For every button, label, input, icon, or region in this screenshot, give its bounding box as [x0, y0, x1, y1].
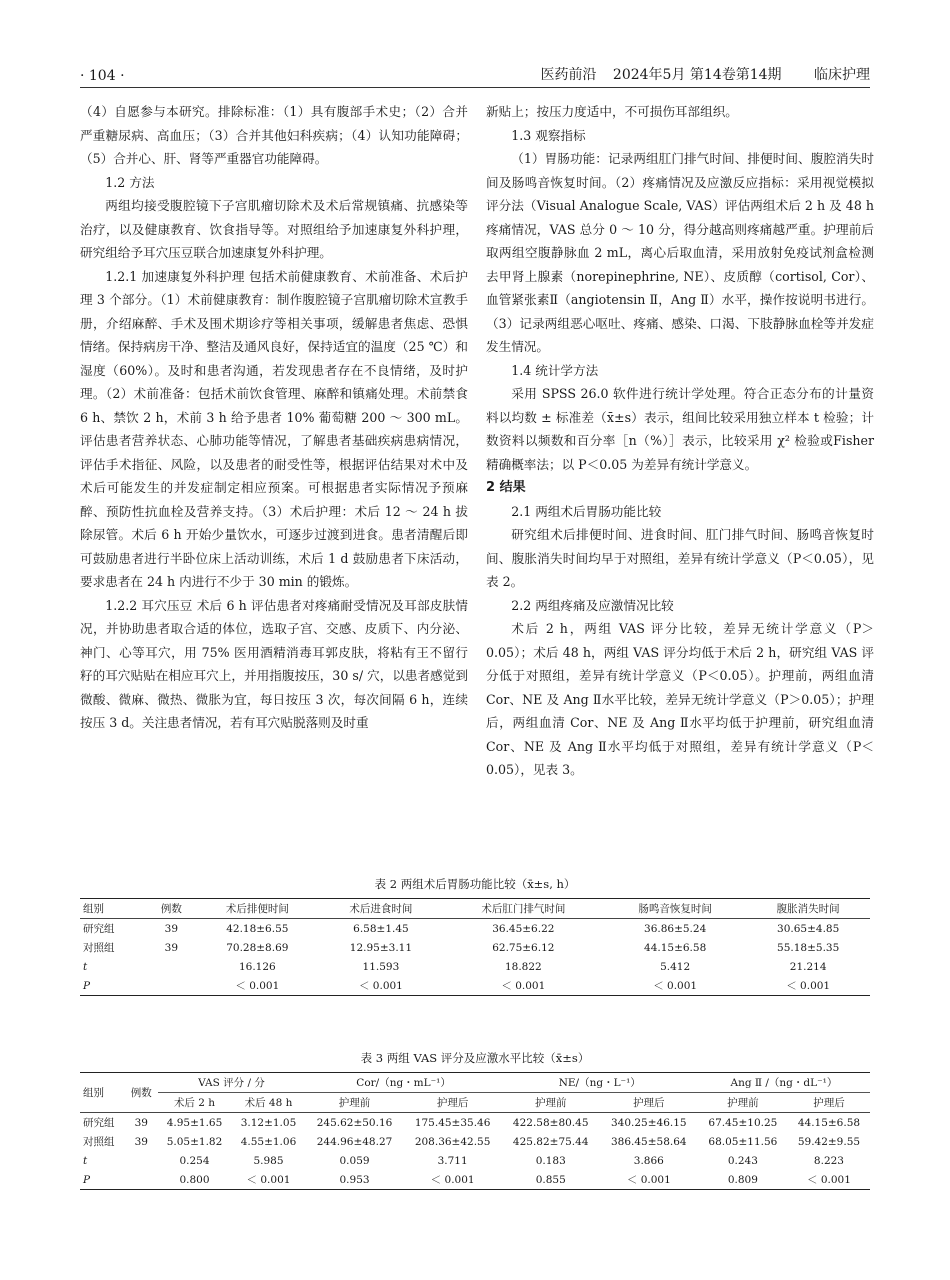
- table-cell: 5.985: [253, 1154, 284, 1167]
- table-cell: 3.866: [633, 1154, 664, 1167]
- table-cell: 3.711: [437, 1154, 468, 1167]
- table-cell: 0.855: [502, 1170, 600, 1190]
- table-header-cell: 例数: [125, 1073, 157, 1113]
- table-cell: 4.95±1.65: [166, 1116, 223, 1129]
- table-row: [80, 919, 870, 939]
- paragraph: （1）胃肠功能：记录两组肛门排气时间、排便时间、腹腔消失时间及肠鸣音恢复时间。（2）疼痛情况及应激反应指标：采用视觉模拟评分法（Visual Analogue Scale, VAS）评估两组术后 2 h 及 48 h 疼痛情况，VAS 总分 0 ～ 10 分，得分越高则疼痛越严重。护理前后取两组空腹静脉血 2 mL，离心后取血清，采用放射免疫试剂盒检测去甲肾上腺素（norepinephrine, NE）、皮质醇（cortisol, Cor）、血管紧张素Ⅱ（angiotensin Ⅱ，Ang Ⅱ）水平，操作按说明书进行。（3）记录两组恶心呕吐、疼痛、感染、口渴、下肢静脉血栓等并发症发生情况。: [486, 151, 874, 354]
- table-cell: 0.243: [727, 1154, 758, 1167]
- table-row: [80, 1113, 870, 1133]
- table-group-header: Ang Ⅱ /（ng・dL⁻¹）: [698, 1073, 870, 1093]
- page-header: [80, 60, 870, 84]
- paragraph: 术后 2 h，两组 VAS 评分比较，差异无统计学意义（P＞0.05）；术后 48 h，两组 VAS 评分均低于术后 2 h，研究组 VAS 评分低于对照组，差异有统计学意义（P＜0.05）。护理前，两组血清 Cor、NE 及 Ang Ⅱ水平比较，差异无统计学意义（P＞0.05）；护理后，两组血清 Cor、NE 及 Ang Ⅱ水平均低于护理前，研究组血清 Cor、NE 及 Ang Ⅱ水平均低于对照组，差异有统计学意义（P＜0.05），见表 3。: [486, 621, 874, 777]
- table-header-cell: 术后 48 h: [232, 1093, 306, 1113]
- table-cell: 12.95±3.11: [349, 941, 413, 954]
- table-header-cell: 组别: [80, 1073, 125, 1113]
- table-cell: 16.126: [238, 960, 276, 973]
- table-cell: 62.75±6.12: [492, 941, 555, 954]
- table-cell: 68.05±11.56: [708, 1135, 778, 1148]
- table-header-cell: 术后 2 h: [158, 1093, 232, 1113]
- table-cell: 4.55±1.06: [240, 1135, 297, 1148]
- table-row: [80, 976, 870, 996]
- table-row: [80, 1151, 870, 1170]
- table-header-cell: 护理后: [404, 1093, 502, 1113]
- section-heading: 1.4 统计学方法: [511, 362, 599, 378]
- table-group-header: NE/（ng・L⁻¹）: [502, 1073, 698, 1093]
- table-cell: 245.62±50.16: [316, 1116, 393, 1129]
- table2: [80, 898, 870, 996]
- table-group-header: VAS 评分 / 分: [158, 1073, 306, 1093]
- table-cell: 0.953: [305, 1170, 403, 1190]
- paragraph: 新贴上；按压力度适中，不可损伤耳部组织。: [486, 104, 738, 119]
- table2-caption: 表 2 两组术后胃肠功能比较（x̄±s, h）: [374, 877, 576, 891]
- table-row: [80, 957, 870, 976]
- table-header-row: [80, 1073, 870, 1093]
- table-cell: 研究组: [83, 1117, 115, 1129]
- table-cell: 36.86±5.24: [644, 922, 707, 935]
- paragraph: 两组均接受腹腔镜下子宫肌瘤切除术及术后常规镇痛、抗感染等治疗，以及健康教育、饮食指导等。对照组给予加速康复外科护理，研究组给予耳穴压豆联合加速康复外科护理。: [80, 198, 468, 260]
- table-cell: 18.822: [504, 960, 542, 973]
- table-cell: 208.36±42.55: [414, 1135, 491, 1148]
- table-cell: [147, 976, 195, 996]
- section-heading: 1.2 方法: [105, 174, 155, 190]
- table-cell: 386.45±58.64: [611, 1135, 687, 1148]
- table-cell: 175.45±35.46: [414, 1116, 491, 1129]
- table-cell: 36.45±6.22: [492, 922, 555, 935]
- table-cell: ＜ 0.001: [788, 1170, 870, 1190]
- right-column: [486, 100, 874, 782]
- table-cell: ＜ 0.001: [600, 1170, 698, 1190]
- table-cell: 对照组: [83, 1136, 115, 1148]
- table-cell: 244.96±48.27: [316, 1135, 393, 1148]
- table-cell: 44.15±6.58: [644, 941, 707, 954]
- table-cell: ＜ 0.001: [404, 1170, 502, 1190]
- paragraph: 采用 SPSS 26.0 软件进行统计学处理。符合正态分布的计量资料以均数 ± 标准差（x̄±s）表示，组间比较采用独立样本 t 检验；计数资料以频数和百分率［n（%）］表示，比较采用 χ² 检验或Fisher精确概率法；以 P＜0.05 为差异有统计学意义。: [486, 386, 874, 472]
- table-cell: 0.059: [339, 1154, 370, 1167]
- table-cell: 55.18±5.35: [777, 941, 840, 954]
- table-header-cell: 肠鸣音恢复时间: [604, 899, 746, 919]
- page-number: · 104 ·: [80, 68, 125, 84]
- table-cell: P: [80, 1170, 125, 1190]
- table-cell: 425.82±75.44: [512, 1135, 589, 1148]
- table-cell: [125, 1151, 157, 1170]
- table-cell: 11.593: [362, 960, 400, 973]
- table-cell: ＜ 0.001: [604, 976, 746, 996]
- table-cell: t: [83, 960, 88, 973]
- paragraph: （4）自愿参与本研究。排除标准：（1）具有腹部手术史；（2）合并严重糖尿病、高血压；（3）合并其他妇科疾病；（4）认知功能障碍；（5）合并心、肝、肾等严重器官功能障碍。: [80, 104, 468, 166]
- table-cell: 3.12±1.05: [240, 1116, 297, 1129]
- table-cell: 67.45±10.25: [708, 1116, 778, 1129]
- table-cell: t: [83, 1154, 88, 1167]
- chapter-heading: 2 结果: [486, 480, 526, 495]
- table-cell: 70.28±8.69: [226, 941, 289, 954]
- table-header-cell: 护理前: [502, 1093, 600, 1113]
- header-rule: [80, 87, 870, 88]
- table-header-cell: 护理后: [600, 1093, 698, 1113]
- table-cell: 340.25±46.15: [611, 1116, 687, 1129]
- table-cell: 39: [134, 1135, 148, 1148]
- table-cell: 0.183: [535, 1154, 566, 1167]
- table-cell: 21.214: [789, 960, 827, 973]
- journal-info: [528, 64, 870, 84]
- table-header-cell: 组别: [80, 899, 147, 919]
- table-header-row: [80, 899, 870, 919]
- table-row: [80, 938, 870, 957]
- table-row: [80, 1132, 870, 1151]
- section-heading: 2.2 两组疼痛及应激情况比较: [511, 597, 674, 613]
- paragraph: 1.2.2 耳穴压豆 术后 6 h 评估患者对疼痛耐受情况及耳部皮肤情况，并协助患者取合适的体位，选取子宫、交感、皮质下、内分泌、神门、心等耳穴，用 75% 医用酒精消毒耳郭皮肤，将粘有王不留行籽的耳穴贴贴在相应耳穴上，并用指腹按压，30 s/ 穴，以患者感觉到微酸、微麻、微热、微胀为宜，每日按压 3 次，每次间隔 6 h，连续按压 3 d。关注患者情况，若有耳穴贴脱落则及时重: [80, 597, 468, 730]
- table-cell: 44.15±6.58: [797, 1116, 861, 1129]
- paragraph: 研究组术后排便时间、进食时间、肛门排气时间、肠鸣音恢复时间、腹胀消失时间均早于对照组，差异有统计学意义（P＜0.05），见表 2。: [486, 527, 874, 589]
- table-cell: ＜ 0.001: [746, 976, 870, 996]
- table-row: [80, 1170, 870, 1190]
- left-column: [80, 100, 468, 735]
- table-cell: ＜ 0.001: [196, 976, 320, 996]
- table-cell: P: [80, 976, 147, 996]
- table-cell: 8.223: [813, 1154, 844, 1167]
- table-header-cell: 术后肛门排气时间: [443, 899, 604, 919]
- table-cell: ＜ 0.001: [232, 1170, 306, 1190]
- table-cell: [125, 1170, 157, 1190]
- table-cell: 422.58±80.45: [512, 1116, 589, 1129]
- table-cell: ＜ 0.001: [443, 976, 604, 996]
- table-cell: 39: [164, 922, 179, 935]
- table-header-cell: 例数: [147, 899, 195, 919]
- table-cell: 6.58±1.45: [353, 922, 409, 935]
- table-cell: [147, 957, 195, 976]
- table-header-cell: 护理前: [305, 1093, 403, 1113]
- table-cell: 研究组: [83, 923, 115, 935]
- table-cell: 5.05±1.82: [166, 1135, 223, 1148]
- section-heading: 2.1 两组术后胃肠功能比较: [511, 503, 662, 519]
- table-cell: 59.42±9.55: [797, 1135, 861, 1148]
- journal-issue: 2024年5月 第14卷第14期: [612, 67, 782, 83]
- table-header-cell: 护理后: [788, 1093, 870, 1113]
- table-cell: 0.809: [698, 1170, 788, 1190]
- table-subheader-row: [80, 1093, 870, 1113]
- table-header-cell: 腹胀消失时间: [746, 899, 870, 919]
- table-cell: 0.800: [158, 1170, 232, 1190]
- table-header-cell: 护理前: [698, 1093, 788, 1113]
- table-cell: 30.65±4.85: [777, 922, 840, 935]
- table-group-header: Cor/（ng・mL⁻¹）: [305, 1073, 501, 1093]
- table-header-cell: 术后进食时间: [319, 899, 443, 919]
- table-header-cell: 术后排便时间: [196, 899, 320, 919]
- table-cell: ＜ 0.001: [319, 976, 443, 996]
- journal-name: 医药前沿: [540, 67, 597, 83]
- table-cell: 5.412: [660, 960, 691, 973]
- journal-section: 临床护理: [814, 67, 870, 83]
- table-cell: 42.18±6.55: [226, 922, 289, 935]
- paragraph: 1.2.1 加速康复外科护理 包括术前健康教育、术前准备、术后护理 3 个部分。（1）术前健康教育：制作腹腔镜子宫肌瘤切除术宣教手册，介绍麻醉、手术及围术期诊疗等相关事项，缓解患者焦虑、恐惧情绪。保持病房干净、整洁及通风良好，保持适宜的温度（25 ℃）和湿度（60%）。及时和患者沟通，若发现患者存在不良情绪，及时护理。（2）术前准备：包括术前饮食管理、麻醉和镇痛处理。术前禁食 6 h、禁饮 2 h，术前 3 h 给予患者 10% 葡萄糖 200 ～ 300 mL。评估患者营养状态、心肺功能等情况，了解患者基础疾病患病情况，评估手术指征、风险，以及患者的耐受性等，根据评估结果对术中及术后可能发生的并发症制定相应预案。可根据患者实际情况予预麻醉、预防性抗血栓及营养支持。（3）术后护理：术后 12 ～ 24 h 拔除尿管。术后 6 h 开始少量饮水，可逐步过渡到进食。患者清醒后即可鼓励患者进行半卧位床上活动训练，术后 1 d 鼓励患者下床活动，要求患者在 24 h 内进行不少于 30 min 的锻炼。: [80, 268, 468, 589]
- table3: [80, 1072, 870, 1190]
- table-cell: 对照组: [83, 942, 115, 954]
- table-cell: 39: [134, 1116, 148, 1129]
- table-cell: 0.254: [179, 1154, 210, 1167]
- table-cell: 39: [164, 941, 179, 954]
- table3-caption: 表 3 两组 VAS 评分及应激水平比较（x̄±s）: [360, 1051, 590, 1065]
- section-heading: 1.3 观察指标: [511, 127, 586, 143]
